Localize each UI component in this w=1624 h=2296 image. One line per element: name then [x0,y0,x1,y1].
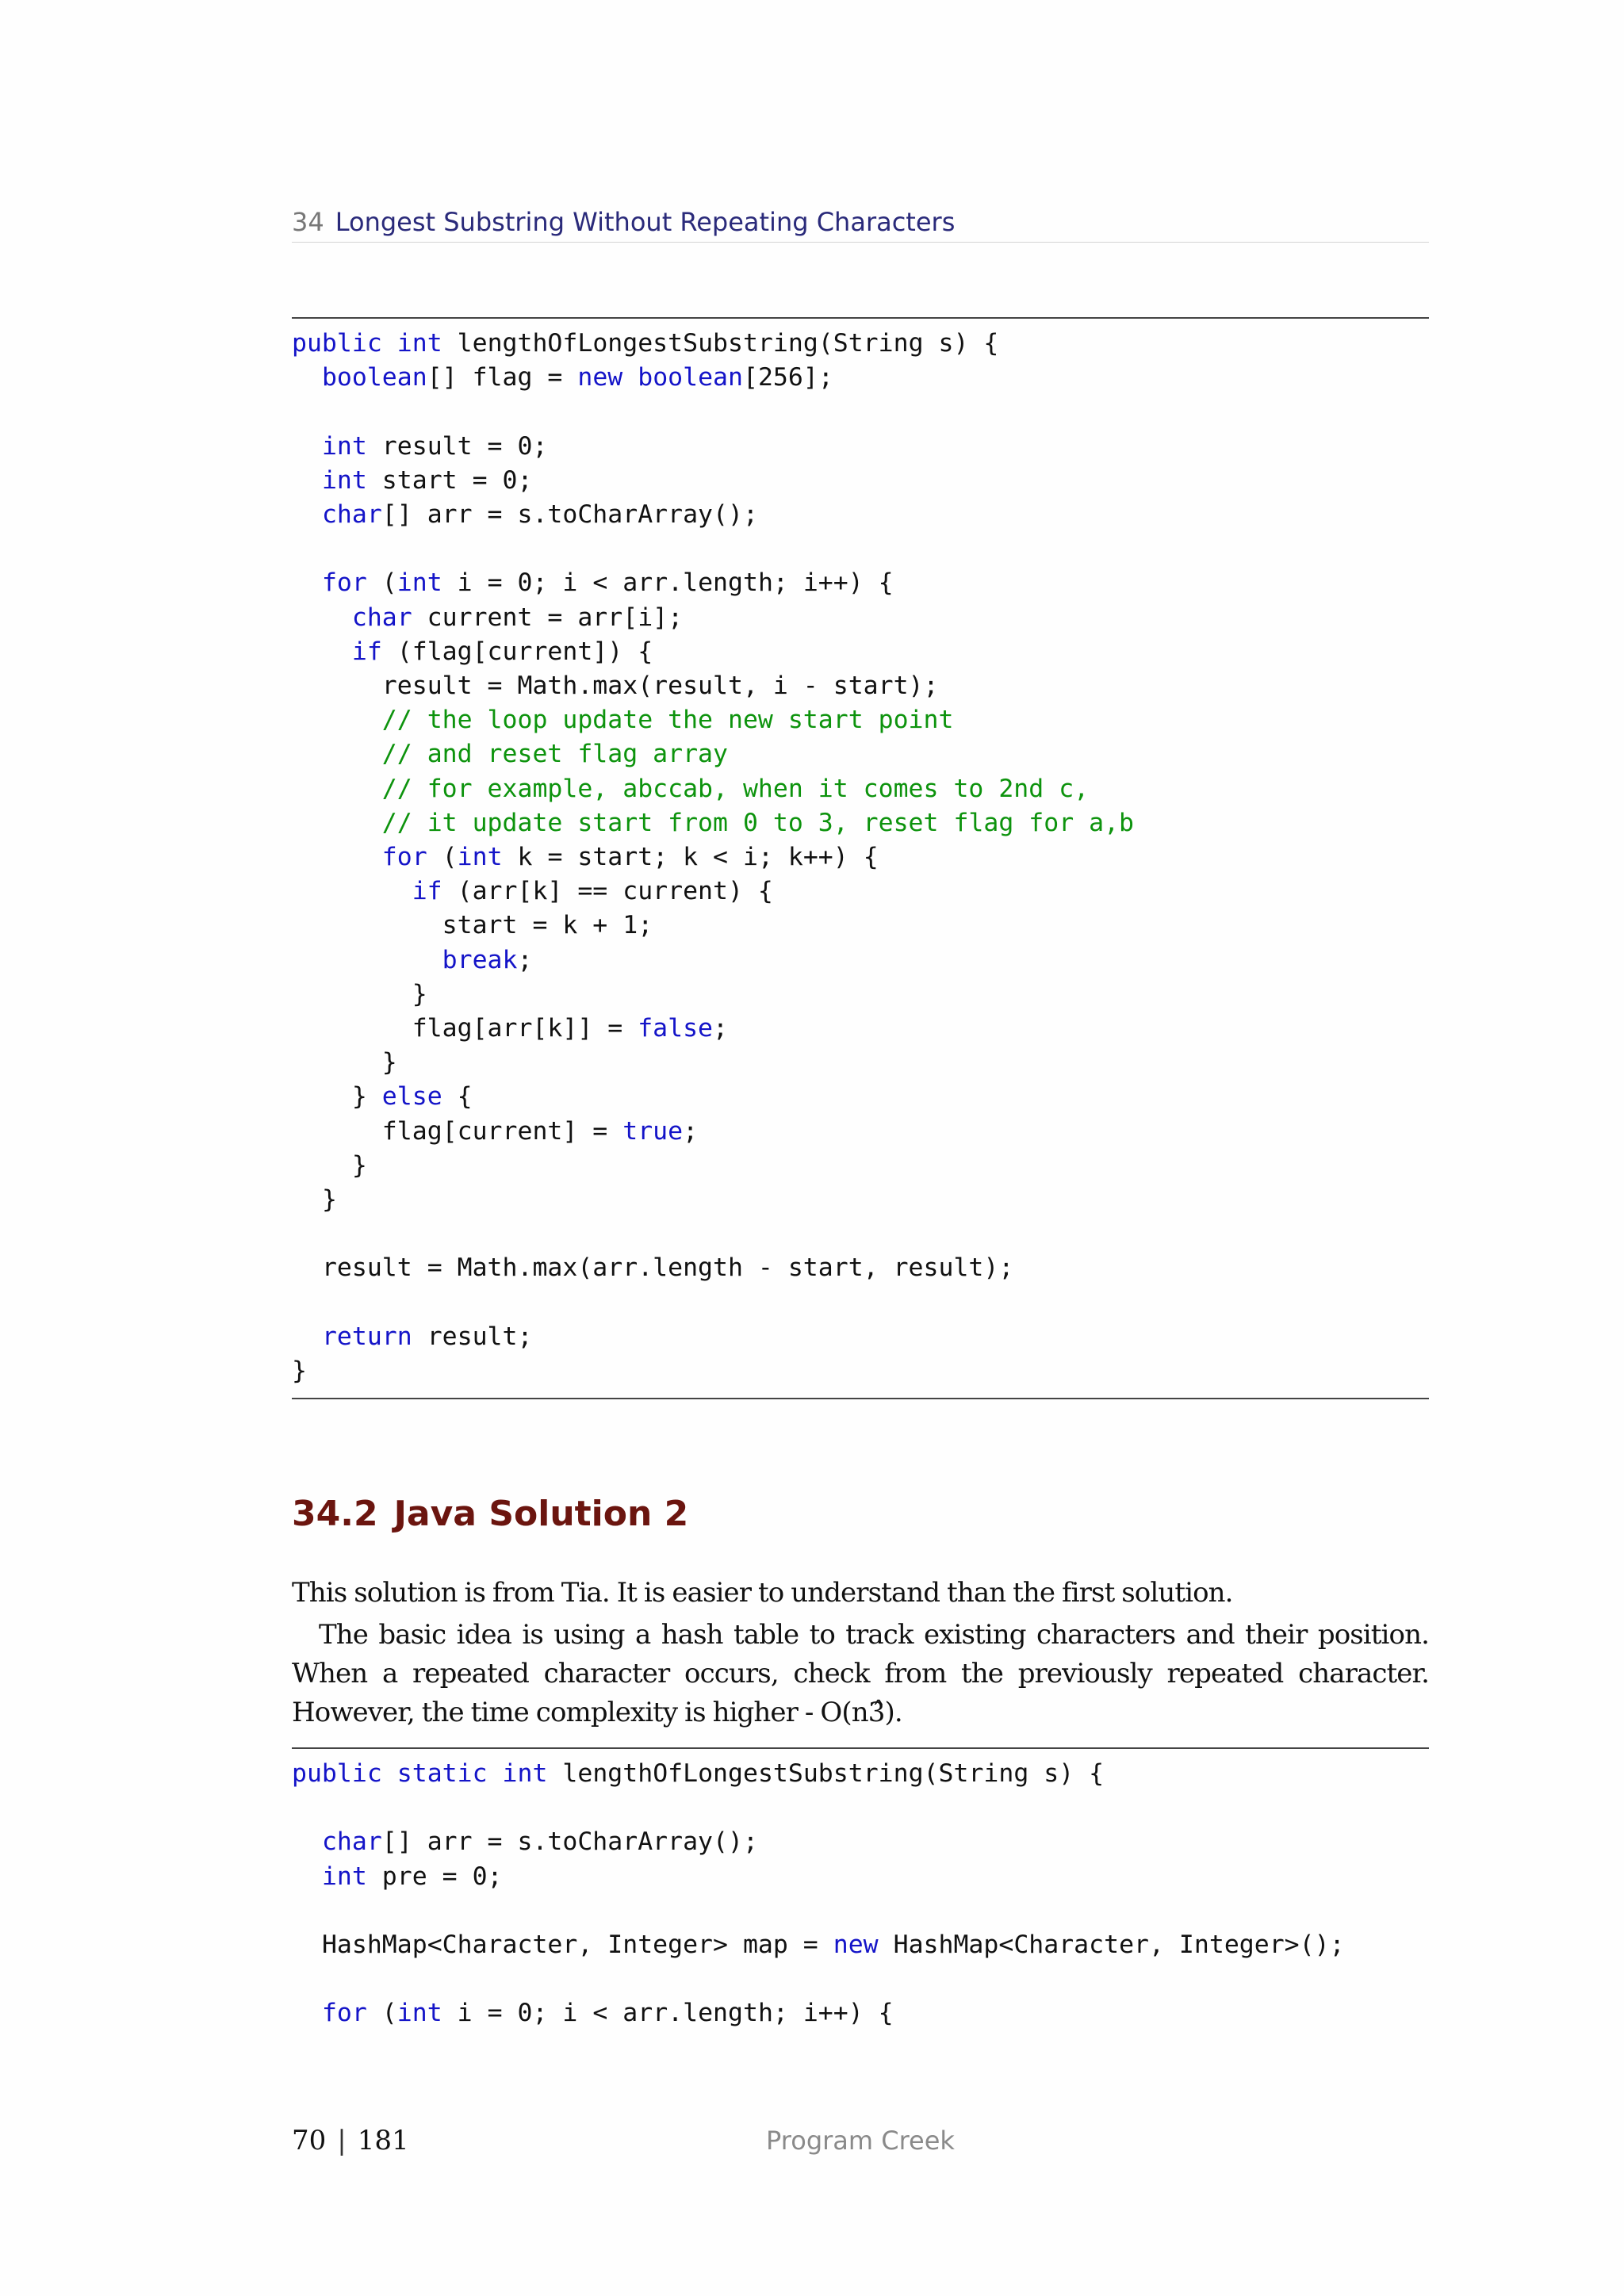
footer-brand: Program Creek [766,2126,955,2156]
page-separator: | [337,2125,347,2156]
running-header [292,202,1429,243]
section-heading [292,1490,688,1538]
code-block-solution-1 [292,317,1429,1399]
code-listing: public static int lengthOfLongestSubstring(String s) { char[] arr = s.toCharArray(); int pre = 0; HashMap<Character, Integer> map = new HashMap<Character, Integer>(); for (int i = 0; i < arr.length; i++) { [292,1759,1345,2028]
section-number: 34.2 [292,1494,378,1534]
paragraph-1: This solution is from Tia. It is easier to understand than the first solution. [292,1577,1233,1609]
current-page: 70 [292,2125,327,2156]
section-title-text: Java Solution 2 [393,1494,689,1534]
total-pages: 181 [357,2125,409,2156]
chapter-number: 34 [292,207,324,237]
chapter-title: Longest Substring Without Repeating Characters [335,207,956,237]
code-block-solution-2 [292,1747,1429,2049]
page-footer [292,2117,1429,2164]
paragraph-2: The basic idea is using a hash table to track existing characters and their position. When a repeated character occurs, check from the previously repeated character. However, the time complexity is higher - O(n3̂). [292,1619,1429,1728]
code-listing: public int lengthOfLongestSubstring(String s) { boolean[] flag = new boolean[256]; int result = 0; int start = 0; char[] arr = s.toCharArray(); for (int i = 0; i < arr.length; i++) { char current = arr[i]; if (flag[current]) { result = Math.max(result, i - start); // the loop update the new start point // and reset flag array // for example, abccab, when it comes to 2nd c, // it update start from 0 to 3, reset flag for a,b for (int k = start; k < i; k++) { if (arr[k] == current) { start = k + 1; break; } flag[arr[k]] = false; } } else { flag[current] = true; } } result = Math.max(arr.length - start, result); return result; } [292,329,1135,1386]
